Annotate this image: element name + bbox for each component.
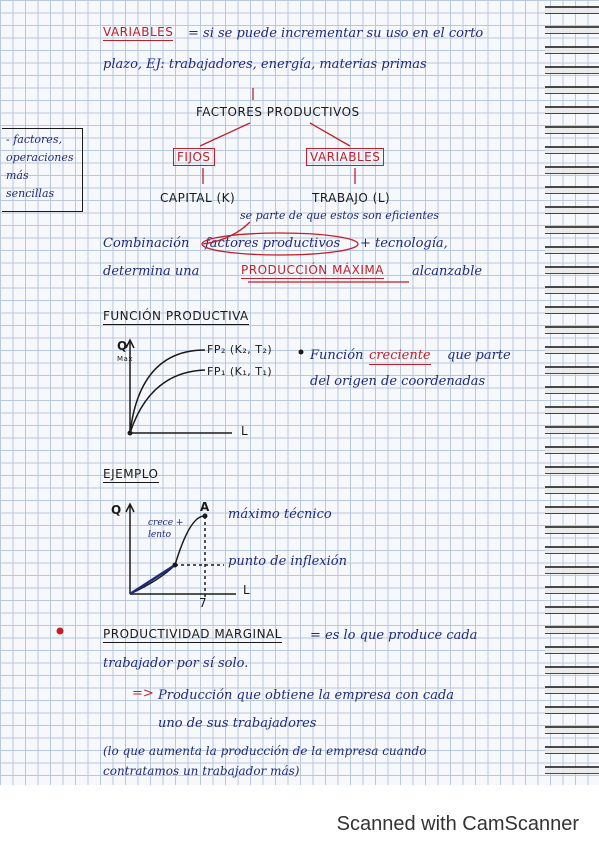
bullet-dot <box>299 350 304 355</box>
side-note-line: más <box>6 169 29 182</box>
note-text: = si se puede incrementar su uso en el corto <box>188 26 484 41</box>
curve-total <box>130 516 205 594</box>
creciente: creciente <box>369 348 431 363</box>
axis-label-q: Q <box>111 503 122 517</box>
note-text: lento <box>148 530 172 540</box>
chart-2 <box>126 504 236 600</box>
note-text: que parte <box>447 348 511 363</box>
side-note-line: sencillas <box>6 187 55 200</box>
curve-label-fp1: FP₁ (K₁, T₁) <box>207 365 273 378</box>
arrow-line <box>203 222 250 244</box>
note-text: se parte de que estos son eficientes <box>240 209 439 222</box>
section-title: PRODUCTIVIDAD MARGINAL <box>103 627 282 641</box>
note-text: trabajador por sí solo. <box>103 656 249 671</box>
note-text: contratamos un trabajador más) <box>103 764 300 778</box>
inflection-dot <box>173 563 178 568</box>
axis-label-max: Max <box>117 355 133 363</box>
circled-term: factores productivos <box>205 236 341 251</box>
note-text: Combinación <box>103 236 190 251</box>
axis-label-l: L <box>241 424 249 438</box>
note-text: máximo técnico <box>228 507 332 522</box>
note-text: del origen de coordenadas <box>310 374 486 389</box>
curve-fp1 <box>130 370 205 433</box>
circle-mark <box>202 233 358 255</box>
arrow-line <box>200 123 250 146</box>
bullet-dot <box>57 628 64 635</box>
origin-dot <box>128 431 133 436</box>
note-text: Función <box>310 348 364 363</box>
note-text: = es lo que produce cada <box>310 628 478 643</box>
box-variables: VARIABLES <box>306 148 384 166</box>
curve-highlight <box>130 565 175 594</box>
note-text: alcanzable <box>412 264 483 279</box>
produccion-maxima: PRODUCCIÓN MÁXIMA <box>241 263 384 277</box>
max-dot <box>203 514 208 519</box>
note-text: + tecnología, <box>360 236 448 251</box>
arrow-line <box>310 123 350 146</box>
note-text: plazo, EJ: trabajadores, energía, materias primas <box>103 57 427 72</box>
heading-variables: VARIABLES <box>103 25 174 39</box>
footer-text: Scanned with CamScanner <box>336 813 579 835</box>
arrow-marker: => <box>132 686 154 701</box>
section-title: EJEMPLO <box>103 467 159 481</box>
box-fijos: FIJOS <box>173 148 215 166</box>
note-text: crece + <box>148 518 184 528</box>
axis-label-q: Q <box>117 339 128 353</box>
scanner-footer <box>0 785 599 848</box>
tick-label: 7 <box>199 596 208 610</box>
factores-productivos: FACTORES PRODUCTIVOS <box>196 105 360 119</box>
note-text: uno de sus trabajadores <box>158 716 317 731</box>
chart-1 <box>126 340 232 433</box>
axis-label-l: L <box>243 583 251 597</box>
trabajo-label: TRABAJO (L) <box>312 191 391 205</box>
capital-label: CAPITAL (K) <box>160 191 236 205</box>
note-text: determina una <box>103 264 200 279</box>
curve-label-fp2: FP₂ (K₂, T₂) <box>207 343 273 356</box>
note-text: punto de inflexión <box>228 554 347 569</box>
point-label-a: A <box>200 500 210 514</box>
note-text: (lo que aumenta la producción de la empresa cuando <box>103 744 427 758</box>
side-note-line: - factores, <box>6 133 62 146</box>
section-title: FUNCIÓN PRODUCTIVA <box>103 309 249 323</box>
side-note-line: operaciones <box>6 151 74 164</box>
note-text: Producción que obtiene la empresa con cada <box>158 688 455 703</box>
curve-fp2 <box>130 350 205 433</box>
